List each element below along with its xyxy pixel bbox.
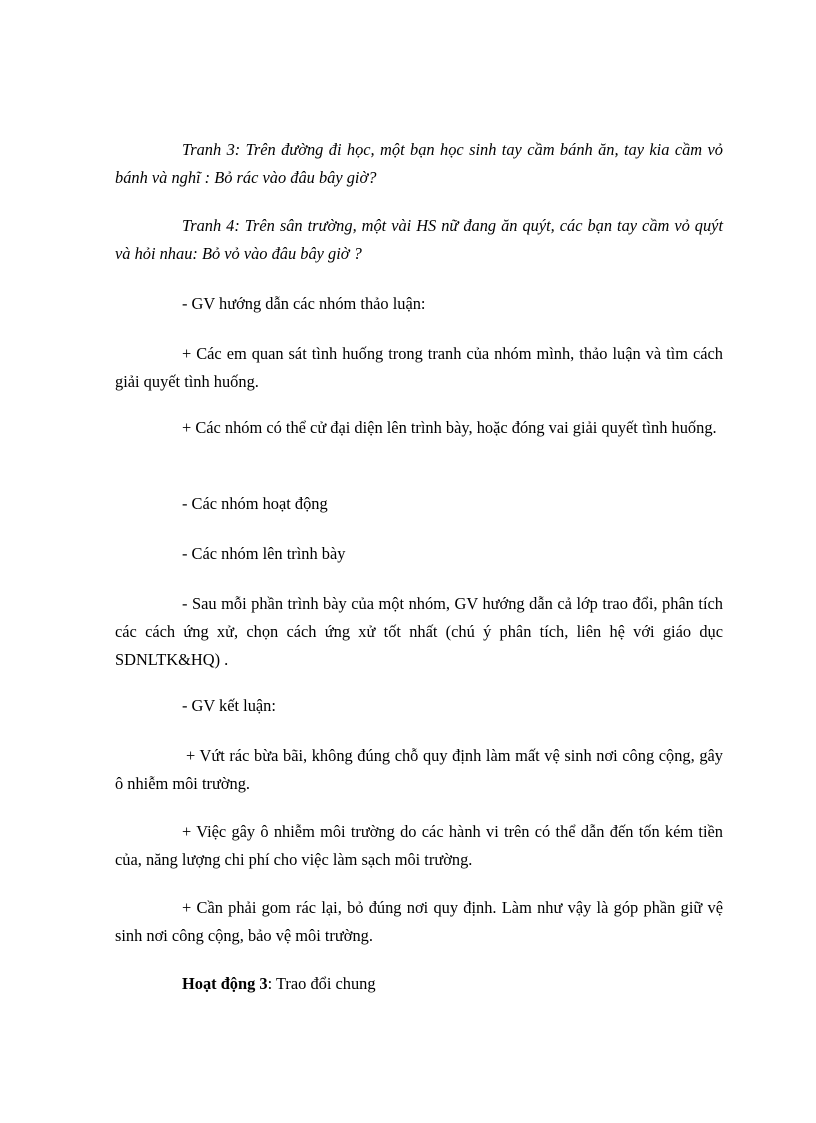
paragraph-nhom-trinh-bay: - Các nhóm lên trình bày xyxy=(182,544,346,563)
paragraph-tranh-4: Tranh 4: Trên sân trường, một vài HS nữ đang ăn quýt, các bạn tay cầm vỏ quýt và hỏi nhau: Bỏ vỏ vào đâu bây giờ ? xyxy=(115,216,723,263)
paragraph-vut-rac: + Vứt rác bừa bãi, không đúng chỗ quy định làm mất vệ sinh nơi công cộng, gây ô nhiễm môi trường. xyxy=(115,746,723,793)
paragraph-can-phai: + Cần phải gom rác lại, bỏ đúng nơi quy định. Làm như vậy là góp phần giữ vệ sinh nơi công cộng, bảo vệ môi trường. xyxy=(115,898,723,945)
paragraph-viec-gay: + Việc gây ô nhiễm môi trường do các hành vi trên có thể dẫn đến tốn kém tiền của, năng lượng chi phí cho việc làm sạch môi trường. xyxy=(115,822,723,869)
paragraph-gv-huong-dan: - GV hướng dẫn các nhóm thảo luận: xyxy=(182,294,426,313)
activity-heading xyxy=(115,970,723,998)
paragraph-quan-sat: + Các em quan sát tình huống trong tranh của nhóm mình, thảo luận và tìm cách giải quyết tình huống. xyxy=(115,344,723,391)
paragraph-nhom-hoat-dong: - Các nhóm hoạt động xyxy=(182,494,328,513)
activity-text: : Trao đổi chung xyxy=(267,974,376,993)
paragraph-cu-dai-dien: + Các nhóm có thể cử đại diện lên trình bày, hoặc đóng vai giải quyết tình huống. xyxy=(182,418,717,437)
activity-label: Hoạt động 3 xyxy=(182,974,268,993)
paragraph-gv-ket-luan: - GV kết luận: xyxy=(182,696,276,715)
paragraph-sau-moi-phan: - Sau mỗi phần trình bày của một nhóm, GV hướng dẫn cả lớp trao đổi, phân tích các cách ứng xử, chọn cách ứng xử tốt nhất (chú ý phân tích, liên hệ với giáo dục SDNLTK&HQ) . xyxy=(115,594,723,669)
paragraph-tranh-3: Tranh 3: Trên đường đi học, một bạn học sinh tay cầm bánh ăn, tay kia cầm vỏ bánh và nghĩ : Bỏ rác vào đâu bây giờ? xyxy=(115,140,723,187)
